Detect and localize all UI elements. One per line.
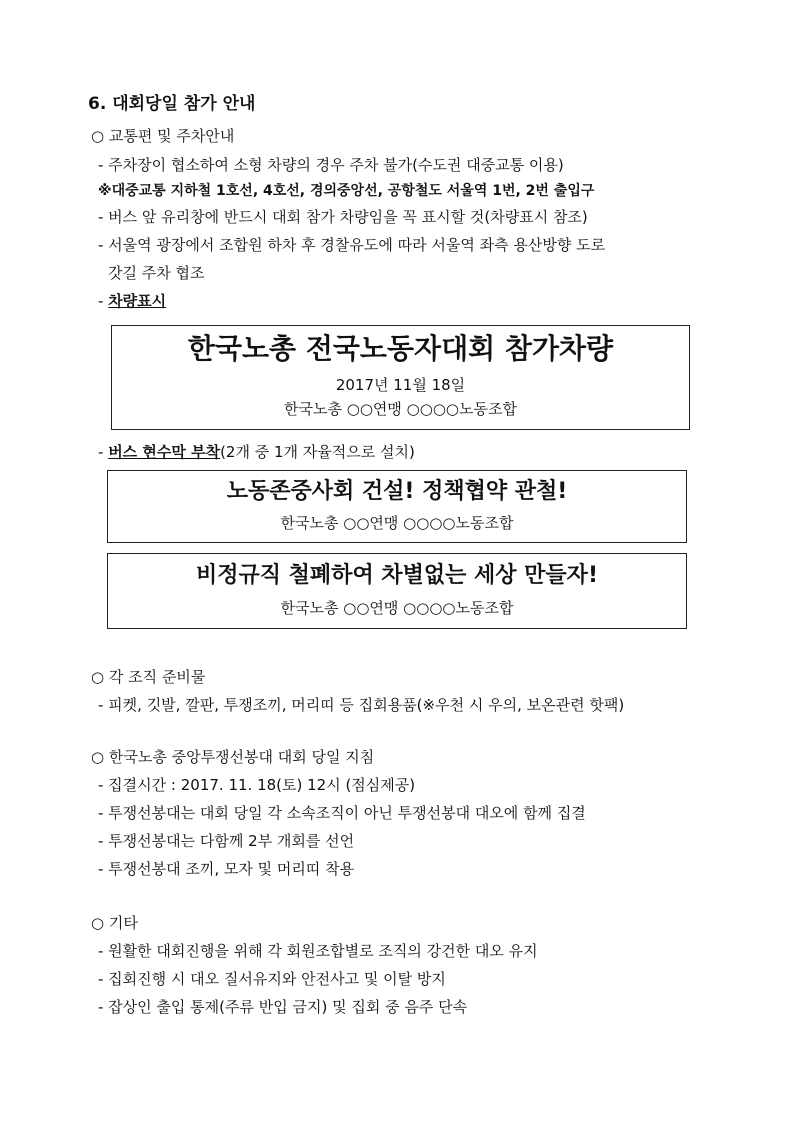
section-title: 6. 대회당일 참가 안내 [88, 94, 256, 114]
transport-item-continued: 갓길 주차 협조 [108, 264, 205, 282]
vehicle-sign-date: 2017년 11월 18일 [335, 376, 466, 394]
etc-item: - 원활한 대회진행을 위해 각 회원조합별로 조직의 강건한 대오 유지 [98, 942, 538, 960]
banner-title: 노동존중사회 건설! 정책협약 관철! [226, 479, 568, 504]
vanguard-item: - 투쟁선봉대 조끼, 모자 및 머리띠 착용 [98, 860, 355, 878]
transport-item: - 서울역 광장에서 조합원 하차 후 경찰유도에 따라 서울역 좌측 용산방향 도로 [98, 236, 606, 254]
etc-item: - 집회진행 시 대오 질서유지와 안전사고 및 이탈 방지 [98, 970, 446, 988]
vehicle-sign-box [111, 325, 690, 430]
banner-label-prefix: - [98, 443, 109, 461]
vanguard-item: - 투쟁선봉대는 다함께 2부 개회를 선언 [98, 832, 355, 850]
vanguard-heading: ○ 한국노총 중앙투쟁선봉대 대회 당일 지침 [91, 748, 375, 766]
vehicle-sign-label-line [98, 291, 166, 311]
banner-box [107, 470, 687, 543]
etc-item: - 잡상인 출입 통제(주류 반입 금지) 및 집회 중 음주 단속 [98, 998, 468, 1016]
transport-item: - 버스 앞 유리창에 반드시 대회 참가 차량임을 꼭 표시할 것(차량표시 참조) [98, 208, 588, 226]
banner-label: 버스 현수막 부착 [108, 443, 221, 461]
banner-box [107, 553, 687, 629]
vanguard-item: - 투쟁선봉대는 대회 당일 각 소속조직이 아닌 투쟁선봉대 대오에 함께 집결 [98, 804, 586, 822]
transport-heading: ○ 교통편 및 주차안내 [91, 127, 235, 145]
transport-item: - 주차장이 협소하여 소형 차량의 경우 주차 불가(수도권 대중교통 이용) [98, 156, 564, 174]
etc-heading: ○ 기타 [91, 914, 138, 932]
vehicle-sign-label-prefix: - [98, 292, 109, 310]
vehicle-sign-title: 한국노총 전국노동자대회 참가차량 [187, 332, 614, 365]
prep-heading: ○ 각 조직 준비물 [91, 668, 206, 686]
banner-org: 한국노총 ○○연맹 ○○○○노동조합 [280, 599, 514, 617]
vehicle-sign-org: 한국노총 ○○연맹 ○○○○노동조합 [284, 400, 517, 418]
prep-item: - 피켓, 깃발, 깔판, 투쟁조끼, 머리띠 등 집회용품(※우천 시 우의, 보온관련 핫팩) [98, 696, 625, 714]
transport-subway-note: ※대중교통 지하철 1호선, 4호선, 경의중앙선, 공항철도 서울역 1번, 2번 출입구 [98, 183, 595, 199]
banner-title: 비정규직 철폐하여 차별없는 세상 만들자! [196, 563, 598, 588]
banner-label-line [98, 442, 415, 462]
banner-org: 한국노총 ○○연맹 ○○○○노동조합 [280, 514, 514, 532]
vanguard-item: - 집결시간 : 2017. 11. 18(토) 12시 (점심제공) [98, 776, 416, 794]
vehicle-sign-label: 차량표시 [108, 292, 167, 310]
banner-note: (2개 중 1개 자율적으로 설치) [220, 443, 415, 461]
